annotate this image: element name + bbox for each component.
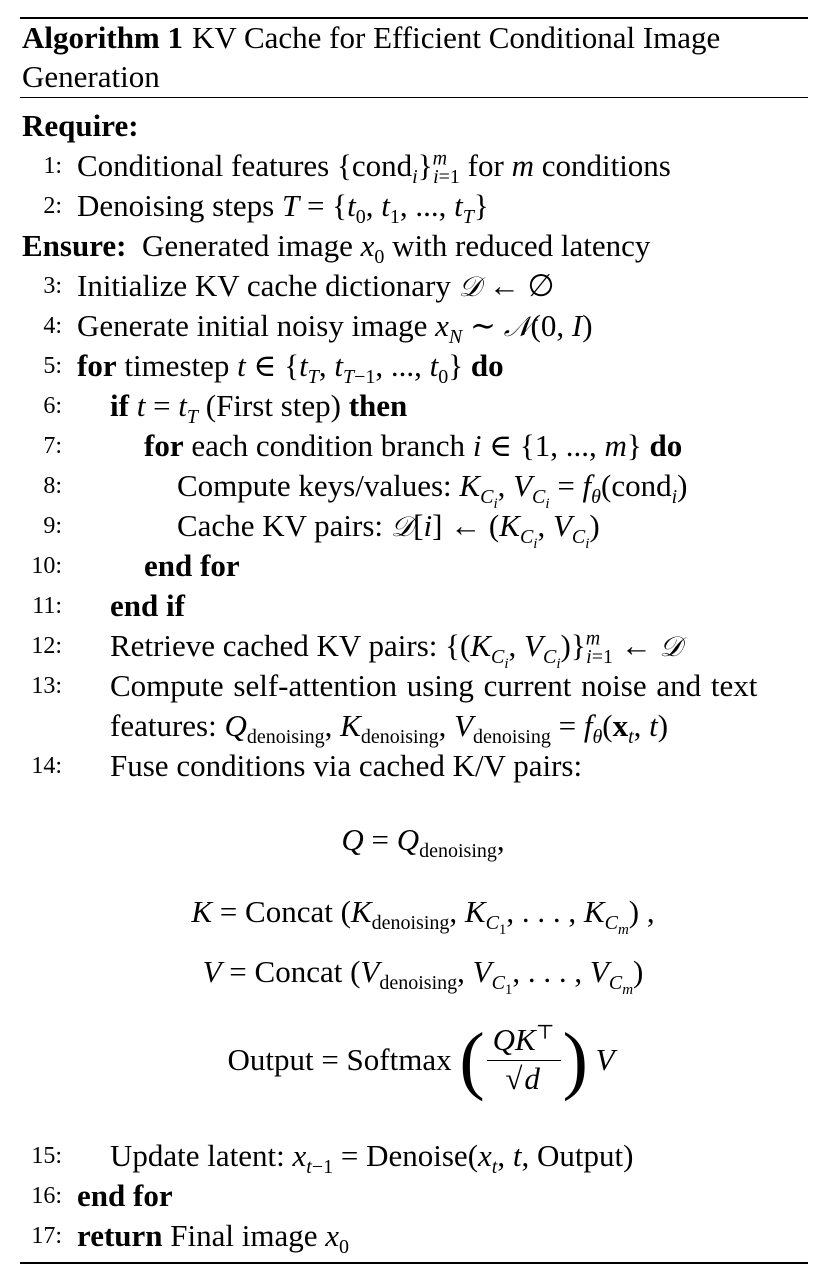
- algorithm-label: Algorithm 1: [22, 20, 184, 55]
- ensure-label: Ensure:: [22, 228, 127, 263]
- line-14: [0, 746, 826, 786]
- line-number: 6:: [43, 393, 62, 419]
- algorithm-title-line2: Generation: [22, 59, 160, 94]
- line-4: 4: Generate initial noisy image $x_N$ ∼ 𝒩(0, I): [0, 306, 826, 346]
- line-text: Cache KV pairs:: [177, 508, 384, 543]
- line-9: 9: Cache KV pairs: 𝒟[i] ← ($K_{C_i}$, $V_{C_i}$): [0, 506, 826, 546]
- line-number: 7:: [43, 433, 62, 459]
- math-output: Output: [227, 1041, 314, 1077]
- math-softmax: Softmax: [346, 1041, 452, 1077]
- line-15: 15: Update latent: $x_{t-1}$ = $Denoise(x_t$, t, Output): [0, 1136, 826, 1176]
- line-11: [0, 586, 826, 626]
- line-7: 7: for each condition branch i ∈ {1, ..., m} do: [0, 426, 826, 466]
- ensure-line: Ensure: Generated image $x_0$ with reduced latency: [22, 228, 651, 269]
- line-number: 4:: [43, 313, 62, 339]
- math-concat: Concat: [245, 894, 333, 929]
- line-text: Compute self-attention using current noise and text: [110, 668, 758, 703]
- line-text: Compute keys/values:: [177, 468, 452, 503]
- line-number: 5:: [43, 353, 62, 379]
- line-text: Retrieve cached KV pairs:: [110, 628, 438, 663]
- line-10: [0, 546, 826, 586]
- math-subscript: denoising: [419, 840, 497, 863]
- math-cond: cond: [351, 148, 413, 183]
- math-subscript: denoising: [360, 726, 439, 749]
- keyword-do: do: [470, 348, 504, 383]
- line-17: 17: return Final image $x_0$: [0, 1216, 826, 1256]
- line-text: Generated image: [142, 228, 353, 263]
- line-16: [0, 1176, 826, 1216]
- line-number: 13:: [31, 673, 62, 699]
- line-number: 17:: [31, 1223, 62, 1249]
- keyword-then: then: [348, 388, 408, 423]
- math-subscript: denoising: [371, 912, 450, 935]
- require-line: [22, 106, 139, 146]
- line-number: 12:: [31, 633, 62, 659]
- line-number: 10:: [31, 553, 62, 579]
- line-number: 3:: [43, 273, 62, 299]
- line-3: 3: Initialize KV cache dictionary 𝒟 ← ∅: [0, 266, 826, 306]
- line-text: timestep: [124, 348, 230, 383]
- keyword-end-for: end for: [144, 548, 240, 583]
- line-number: 2:: [43, 193, 62, 219]
- math-denoise: Denoise: [366, 1138, 468, 1173]
- math-subscript: denoising: [246, 726, 325, 749]
- math-concat: Concat: [254, 954, 343, 989]
- line-text: Denoising steps: [77, 188, 275, 223]
- line-number: 15:: [31, 1143, 62, 1169]
- line-number: 11:: [32, 593, 62, 619]
- math-subscript: denoising: [379, 972, 458, 995]
- math-cond: cond: [611, 468, 672, 503]
- line-text: Generate initial noisy image: [77, 308, 428, 343]
- line-5: 5: for timestep t ∈ {$t_T$, $t_{T-1}$, ..., $t_0$} do: [0, 346, 826, 386]
- require-label: Require:: [22, 108, 139, 143]
- line-2: 2: Denoising steps $T = \{t_0$, $t_1$, ..., $t_T$}: [0, 186, 826, 226]
- math-subscript: denoising: [473, 726, 551, 749]
- line-text: with reduced latency: [392, 228, 651, 263]
- caption-rule: [20, 97, 808, 98]
- line-number: 8:: [43, 473, 62, 499]
- keyword-if: if: [110, 388, 129, 423]
- keyword-do: do: [649, 428, 683, 463]
- line-number: 14:: [31, 753, 62, 779]
- math-output-arg: Output: [536, 1138, 624, 1173]
- line-12: 12: Retrieve cached KV pairs: {($K_{C_i}$, $V_{C_i})\}^m_{i=1}$ ← 𝒟: [0, 626, 826, 666]
- line-number: 1:: [43, 153, 62, 179]
- keyword-for: for: [77, 348, 117, 383]
- line-8: 8: Compute keys/values: $K_{C_i}$, $V_{C_i}$ = $f_\theta(cond_i)$: [0, 466, 826, 506]
- keyword-end-for: end for: [77, 1178, 173, 1213]
- bottom-rule: [20, 1262, 808, 1264]
- line-number: 9:: [43, 513, 62, 539]
- keyword-for: for: [144, 428, 184, 463]
- line-text: for: [467, 148, 504, 183]
- keyword-end-if: end if: [110, 588, 185, 623]
- equation-output: Output = Softmax ( $\frac{QK^⊤}{√d}$ ) V: [227, 1017, 615, 1102]
- line-text: Update latent:: [110, 1138, 285, 1173]
- line-6: 6: if $t = t_T$ (First step) then: [0, 386, 826, 426]
- line-13: [0, 666, 826, 706]
- equation-q: $Q = Q_{denoising}$,: [341, 822, 505, 863]
- algorithm-caption: [22, 18, 808, 96]
- line-text: Conditional features: [77, 148, 330, 183]
- line-text: (First step): [205, 388, 341, 423]
- line-text: Final image: [170, 1218, 318, 1253]
- line-number: 16:: [31, 1183, 62, 1209]
- line-text: Initialize KV cache dictionary: [77, 268, 451, 303]
- keyword-return: return: [77, 1218, 163, 1253]
- equation-fraction: $\frac{QK^⊤}{√d}$: [487, 1022, 561, 1097]
- line-text: conditions: [541, 148, 671, 183]
- line-text: features:: [110, 708, 217, 743]
- line-13-cont: features: $Q_{denoising}$, $K_{denoising}$, $V_{denoising} = f_\theta(x_t$, t): [110, 708, 669, 749]
- line-1: 1: Conditional features {cond$_i$}$^m_{i=1}$ for m conditions: [0, 146, 826, 186]
- line-text: each condition branch: [191, 428, 466, 463]
- equation-k: K = Concat ($K_{denoising}$, $K_{C_1}$, . . . , $K_{C_m}$) ,: [191, 894, 655, 939]
- equation-v: V = Concat ($V_{denoising}$, $V_{C_1}$, . . . , $V_{C_m}$): [202, 954, 644, 999]
- algorithm-title-line1: KV Cache for Efficient Conditional Image: [192, 20, 721, 55]
- line-text: Fuse conditions via cached K/V pairs:: [110, 748, 583, 783]
